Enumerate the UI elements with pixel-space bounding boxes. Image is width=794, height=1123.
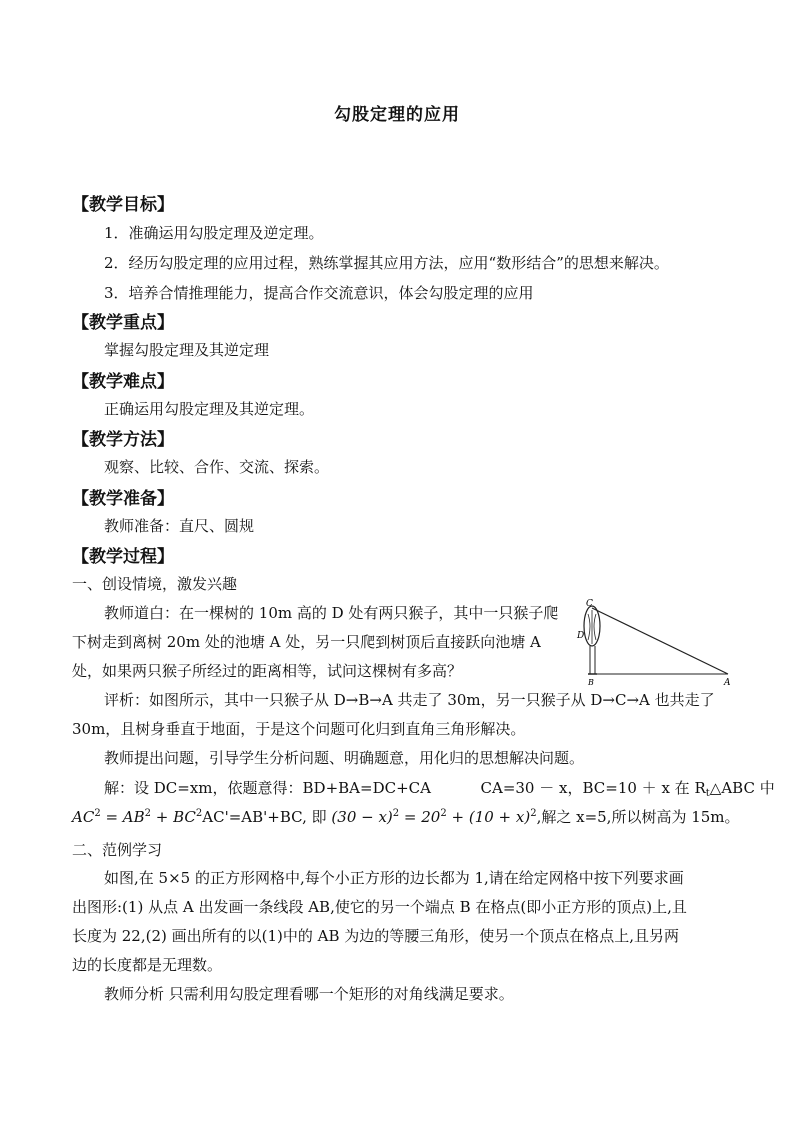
part1-line-2: 下树走到离树 20m 处的池塘 A 处，另一只爬到树顶后直接跃向池塘 A	[72, 633, 541, 651]
eq-bc: + BC	[151, 808, 196, 826]
sup-2e: 2	[440, 808, 447, 819]
solution-line-2	[72, 804, 740, 827]
label-d: D	[577, 631, 585, 641]
hypotenuse-ca	[592, 608, 728, 674]
sup-2d: 2	[392, 808, 400, 819]
part1-line-4: 评析：如图所示，其中一只猴子从 D→B→A 共走了 30m，另一只猴子从 D→C→A 也共走了	[104, 691, 715, 709]
part1-title: 一、创设情境，激发兴趣	[72, 575, 238, 593]
key-text: 掌握勾股定理及其逆定理	[104, 341, 270, 359]
eq-result: ,解之 x=5,所以树高为 15m。	[536, 808, 740, 826]
difficult-text: 正确运用勾股定理及其逆定理。	[104, 400, 315, 418]
sup-2a: 2	[94, 808, 101, 819]
goal-item-1: 1．准确运用勾股定理及逆定理。	[104, 224, 324, 242]
heading-difficult: 【教学难点】	[72, 372, 174, 392]
tree-triangle-figure	[552, 596, 732, 686]
part2-title: 二、范例学习	[72, 841, 163, 859]
part1-line-3: 处，如果两只猴子所经过的距离相等，试问这棵树有多高？	[72, 662, 463, 680]
sup-2c: 2	[195, 808, 203, 819]
tree-branches	[588, 610, 596, 644]
label-c: C	[586, 599, 593, 609]
part2-line-4: 边的长度都是无理数。	[72, 956, 223, 974]
solution-line-1	[104, 778, 775, 804]
eq-ab: = AB	[100, 808, 145, 826]
part1-line-5: 30m，且树身垂直于地面，于是这个问题可化归到直角三角形解决。	[72, 720, 526, 738]
label-b: B	[588, 678, 594, 686]
label-a: A	[724, 678, 731, 686]
subscript-t: t	[705, 788, 710, 799]
goal-item-3: 3．培养合情推理能力，提高合作交流意识，体会勾股定理的应用	[104, 284, 534, 302]
prep-text: 教师准备：直尺、圆规	[104, 517, 255, 535]
heading-prep: 【教学准备】	[72, 489, 174, 509]
part1-line-1: 教师道白：在一棵树的 10m 高的 D 处有两只猴子，其中一只猴子爬	[104, 604, 559, 622]
solution-text-c: △ABC 中	[709, 779, 775, 797]
goal-item-2: 2．经历勾股定理的应用过程，熟练掌握其应用方法，应用“数形结合”的思想来解决。	[104, 254, 669, 272]
part2-line-1: 如图,在 5×5 的正方形网格中,每个小正方形的边长都为 1,请在给定网格中按下列要求画	[104, 869, 684, 887]
sup-2f: 2	[530, 808, 537, 819]
solution-text-a: 解：设 DC=xm，依题意得：BD+BA=DC+CA	[104, 779, 431, 797]
heading-goals: 【教学目标】	[72, 195, 174, 215]
part1-line-6: 教师提出问题，引导学生分析问题、明确题意，用化归的思想解决问题。	[104, 749, 585, 767]
eq-ac: AC	[72, 808, 95, 826]
eq-20: = 20	[399, 808, 441, 826]
part2-line-2: 出图形:(1) 从点 A 出发画一条线段 AB,使它的另一个端点 B 在格点(即小正方形的顶点)上,且	[72, 898, 687, 916]
solution-text-b: CA=30 － x，BC=10 ＋ x 在 R	[480, 779, 706, 797]
heading-process: 【教学过程】	[72, 547, 174, 567]
part2-line-3: 长度为 22,(2) 画出所有的以(1)中的 AB 为边的等腰三角形，使另一个顶点在格点上,且另两	[72, 927, 680, 945]
method-text: 观察、比较、合作、交流、探索。	[104, 458, 330, 476]
heading-method: 【教学方法】	[72, 430, 174, 450]
tree-trunk	[590, 646, 595, 674]
heading-key: 【教学重点】	[72, 313, 174, 333]
eq-left: (30 − x)	[331, 808, 393, 826]
eq-right: + (10 + x)	[446, 808, 531, 826]
eq-text: AC'=AB'+BC, 即	[202, 808, 327, 826]
page-title: 勾股定理的应用	[334, 105, 460, 125]
sup-2b: 2	[144, 808, 152, 819]
part2-line-5: 教师分析 只需利用勾股定理看哪一个矩形的对角线满足要求。	[104, 985, 514, 1003]
